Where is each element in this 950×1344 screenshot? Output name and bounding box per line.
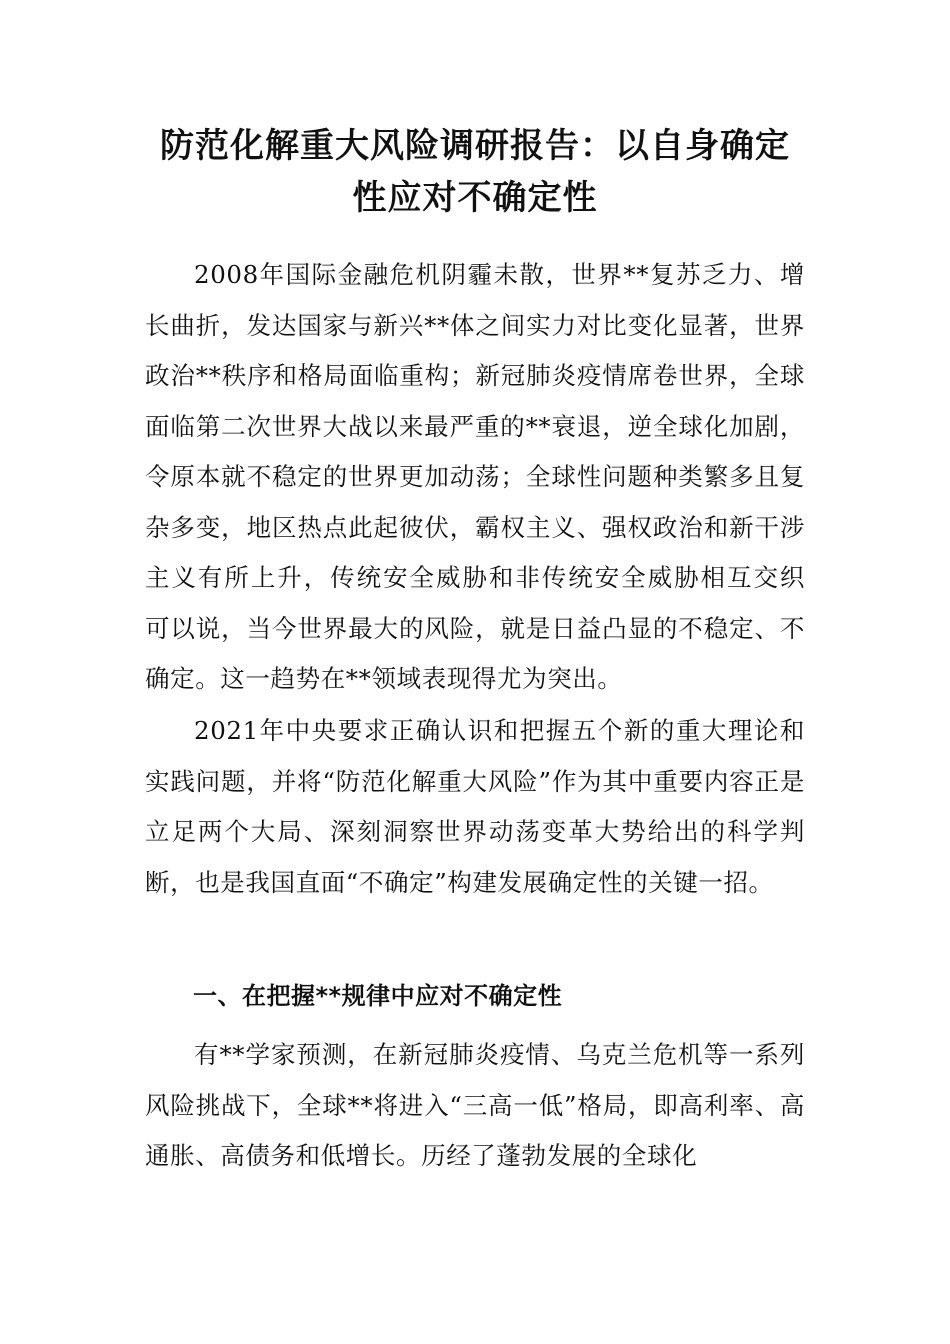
- section-heading: 一、在把握**规律中应对不确定性: [193, 982, 563, 1010]
- body-paragraph: 有**学家预测，在新冠肺炎疫情、乌克兰危机等一系列风险挑战下，全球**将进入“三高一低”格局，即高利率、高通胀、高债务和低增长。历经了蓬勃发展的全球化: [145, 1040, 805, 1170]
- body-paragraph: 2008年国际金融危机阴霾未散，世界**复苏乏力、增长曲折，发达国家与新兴**体之间实力对比变化显著，世界政治**秩序和格局面临重构；新冠肺炎疫情席卷世界，全球面临第二次世界大战以来最严重的**衰退，逆全球化加剧，令原本就不稳定的世界更加动荡；全球性问题种类繁多且复杂多变，地区热点此起彼伏，霸权主义、强权政治和新干涉主义有所上升，传统安全威胁和非传统安全威胁相互交织 可以说，当今世界最大的风险，就是日益凸显的不稳定、不确定。这一趋势在**领域表现得尤为突出。: [145, 260, 805, 693]
- body-paragraph: 2021年中央要求正确认识和把握五个新的重大理论和实践问题，并将“防范化解重大风险”作为其中重要内容正是立足两个大局、深刻洞察世界动荡变革大势给出的科学判断，也是我国直面“不确定”构建发展确定性的关键一招。: [145, 716, 805, 897]
- document-title: 防范化解重大风险调研报告：以自身确定性应对不确定性: [160, 126, 790, 218]
